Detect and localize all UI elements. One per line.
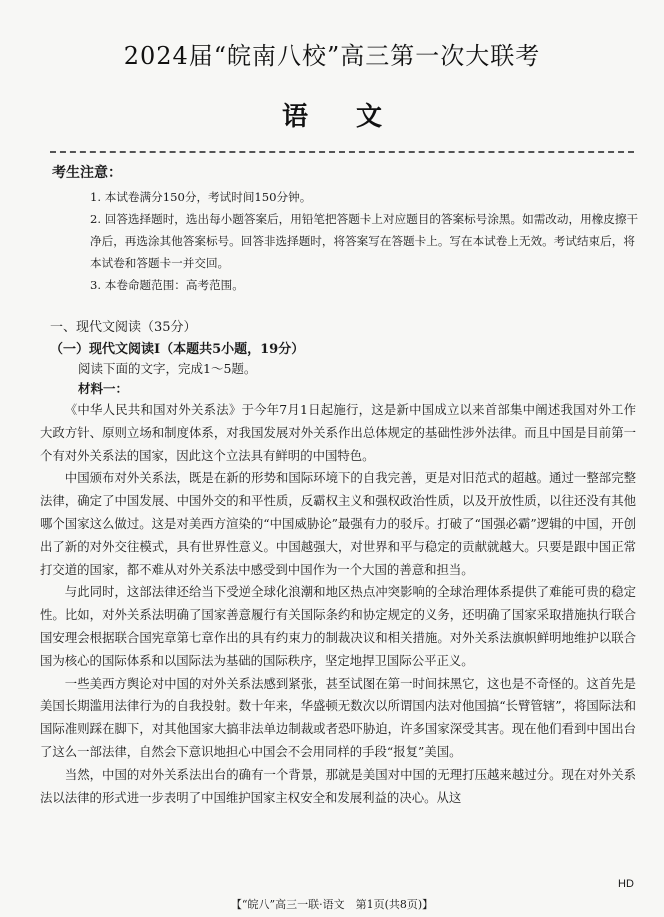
paragraph: 一些美西方舆论对中国的对外关系法感到紧张，甚至试图在第一时间抹黑它，这也是不奇怪的。这首先是美国长期滥用法律行为的自我投射。数十年来，华盛顿无数次以所谓国内法对他国搞“长臂管辖”，将国际法和国际准则踩在脚下，对其他国家大搞非法单边制裁或者恐吓胁迫，许多国家深受其害。现在他们看到中国出台了这么一部法律，自然会下意识地担心中国会不会用同样的手段“报复”美国。 [40,675,636,759]
notice-list [90,186,640,296]
notice-item: 3. 本卷命题范围：高考范围。 [90,278,244,292]
section-heading: 一、现代文阅读（35分） [50,320,197,335]
notice-item: 1. 本试卷满分150分，考试时间150分钟。 [90,190,312,204]
paragraph: 与此同时，这部法律还给当下受逆全球化浪潮和地区热点冲突影响的全球治理体系提供了难能可贵的稳定性。比如，对外关系法明确了国家善意履行有关国际条约和协定规定的义务，还明确了国家采取措施执行联合国安理会根据联合国宪章第七章作出的具有约束力的制裁决议和相关措施。对外关系法旗帜鲜明地维护以联合国为核心的国际体系和以国际法为基础的国际秩序，坚定地捍卫国际公平正义。 [40,584,636,668]
paragraph: 当然，中国的对外关系法出台的确有一个背景，那就是美国对中国的无理打压越来越过分。现在对外关系法以法律的形式进一步表明了中国维护国家主权安全和发展利益的决心。从这 [40,766,636,805]
material-label: 材料一： [78,381,129,396]
exam-title: 2024届“皖南八校”高三第一次大联考 [123,42,541,70]
paragraph: 中国颁布对外关系法，既是在新的形势和国际环境下的自我完善，更是对旧范式的超越。通过一整部完整法律，确定了中国发展、中国外交的和平性质，反霸权主义和强权政治性质，以及开放性质，以往还没有其他哪个国家这么做过。这是对美西方渲染的“中国威胁论”最强有力的驳斥。打破了“国强必霸”逻辑的中国，开创出了新的对外交往模式，具有世界性意义。中国越强大，对世界和平与稳定的贡献就越大。只要是跟中国正常打交道的国家，都不难从对外关系法中感受到中国作为一个大国的善意和担当。 [40,470,636,577]
subject-title: 语文 [281,102,430,132]
notice-item: 2. 回答选择题时，选出每小题答案后，用铅笔把答题卡上对应题目的答案标号涂黑。如需改动，用橡皮擦干净后，再选涂其他答案标号。回答非选择题时，将答案写在答题卡上。写在本试卷上无效。考试结束后，将本试卷和答题卡一并交回。 [90,212,639,270]
paragraph: 《中华人民共和国对外关系法》于今年7月1日起施行，这是新中国成立以来首部集中阐述我国对外工作大政方针、原则立场和制度体系，对我国发展对外关系作出总体规定的基础性涉外法律。而且中国是目前第一个有对外关系法的国家，因此这个立法具有鲜明的中国特色。 [40,402,636,463]
subsection-heading: （一）现代文阅读Ⅰ（本题共5小题，19分） [50,342,305,357]
notice-heading: 考生注意： [52,165,122,181]
hd-mark: HD [618,878,634,890]
reading-passage [40,399,636,809]
page-footer: 【“皖八”高三一联·语文 第1页(共8页)】 [230,898,434,911]
instruction: 阅读下面的文字，完成1～5题。 [78,361,257,376]
divider [50,151,634,153]
